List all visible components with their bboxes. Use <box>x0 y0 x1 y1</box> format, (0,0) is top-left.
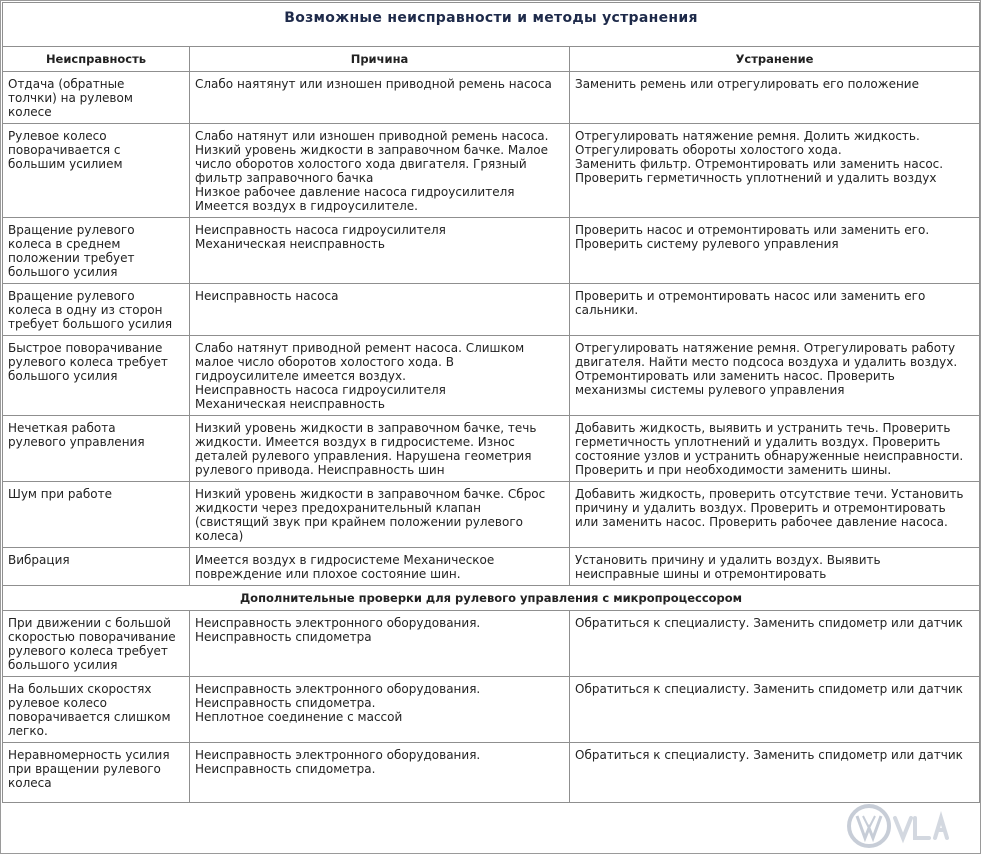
table-row <box>3 72 980 124</box>
fault-cell <box>3 336 190 416</box>
fault-cell-line: большого усилия <box>8 369 118 383</box>
fault-cell-line: скоростью поворачивание <box>8 630 176 644</box>
fault-cell-line: требует большого усилия <box>8 317 173 331</box>
fault-cell-line: Отдача (обратные <box>8 77 125 91</box>
table-row <box>3 548 980 586</box>
title-cell <box>3 3 980 47</box>
fix-cell-line: Отремонтировать или заменить насос. Проверить <box>575 369 895 383</box>
fix-cell-line: Обратиться к специалисту. Заменить спидометр или датчик <box>575 616 963 630</box>
fix-cell-line: Установить причину и удалить воздух. Выявить <box>575 553 881 567</box>
cause-cell-line: Неисправность спидометра. <box>195 762 376 776</box>
cause-cell-line: Неисправность электронного оборудования. <box>195 616 481 630</box>
fix-cell-line: Обратиться к специалисту. Заменить спидометр или датчик <box>575 748 963 762</box>
fault-cell-line: рулевого колеса требует <box>8 355 168 369</box>
fix-cell-line: Проверить и при необходимости заменить шины. <box>575 463 892 477</box>
fault-cell <box>3 284 190 336</box>
fix-cell <box>570 548 980 586</box>
fault-cell-line: При движении с большой <box>8 616 171 630</box>
fix-cell <box>570 743 980 803</box>
fault-cell-line: большого усилия <box>8 658 118 672</box>
header-fault: Неисправность <box>3 47 190 72</box>
cause-cell-line: Неисправность электронного оборудования. <box>195 748 481 762</box>
table-row <box>3 218 980 284</box>
fault-cell-line: колеса в одну из сторон <box>8 303 163 317</box>
fault-cell-line: положении требует <box>8 251 135 265</box>
header-cause: Причина <box>190 47 570 72</box>
cause-cell-line: число оборотов холостого хода двигателя. Грязный <box>195 157 527 171</box>
cause-cell-line: Низкое рабочее давление насоса гидроусилителя <box>195 185 515 199</box>
cause-cell-line: фильтр заправочного бачка <box>195 171 374 185</box>
fault-cell-line: поворачивается слишком <box>8 710 171 724</box>
cause-cell-line: Имеется воздух в гидросистеме Механическое <box>195 553 495 567</box>
cause-cell-line: жидкости через предохранительный клапан <box>195 501 481 515</box>
cause-cell-line: Неисправность спидометра. <box>195 696 376 710</box>
fix-cell <box>570 72 980 124</box>
fix-cell-line: Обратиться к специалисту. Заменить спидометр или датчик <box>575 682 963 696</box>
fix-cell-line: механизмы системы рулевого управления <box>575 383 845 397</box>
table-row <box>3 611 980 677</box>
cause-cell-line: Низкий уровень жидкости в заправочном бачке. Малое <box>195 143 549 157</box>
cause-cell-line: Имеется воздух в гидроусилителе. <box>195 199 418 213</box>
fault-cell <box>3 482 190 548</box>
page-title: Возможные неисправности и методы устранения <box>284 10 698 26</box>
fault-cell-line: Вибрация <box>8 553 70 567</box>
fault-cell-line: рулевого управления <box>8 435 145 449</box>
fault-cell-line: На больших скоростях <box>8 682 152 696</box>
fix-cell-line: Отрегулировать обороты холостого хода. <box>575 143 842 157</box>
fix-cell-line: Отрегулировать натяжение ремня. Отрегулировать работу <box>575 341 956 355</box>
fix-cell-line: сальники. <box>575 303 639 317</box>
fault-cell <box>3 611 190 677</box>
fault-cell-line: легко. <box>8 724 48 738</box>
fault-cell <box>3 548 190 586</box>
cause-cell <box>190 548 570 586</box>
cause-cell-line: малое число оборотов холостого хода. В <box>195 355 454 369</box>
subheader: Дополнительные проверки для рулевого управления с микропроцессором <box>3 586 980 611</box>
cause-cell-line: Слабо натянут или изношен приводной ремень насоса. <box>195 129 549 143</box>
cause-cell-line: Низкий уровень жидкости в заправочном бачке. Сброс <box>195 487 546 501</box>
table-row <box>3 677 980 743</box>
fault-cell-line: толчки) на рулевом <box>8 91 133 105</box>
fault-cell-line: колесе <box>8 105 52 119</box>
cause-cell-line: Неисправность спидометра <box>195 630 372 644</box>
header-fix: Устранение <box>570 47 980 72</box>
cause-cell-line: Низкий уровень жидкости в заправочном бачке, течь <box>195 421 537 435</box>
cause-cell-line: Слабо натянут приводной ремент насоса. Слишком <box>195 341 525 355</box>
fix-cell-line: Добавить жидкость, выявить и устранить течь. Проверить <box>575 421 951 435</box>
table-row <box>3 336 980 416</box>
fix-cell-line: Добавить жидкость, проверить отсутствие течи. Установить <box>575 487 964 501</box>
fix-cell-line: Заменить ремень или отрегулировать его положение <box>575 77 919 91</box>
fault-cell <box>3 218 190 284</box>
fault-cell-line: рулевого колеса требует <box>8 644 168 658</box>
fault-cell <box>3 677 190 743</box>
cause-cell <box>190 72 570 124</box>
cause-cell-line: Механическая неисправность <box>195 237 385 251</box>
fault-cell <box>3 743 190 803</box>
faults-table <box>2 2 980 803</box>
fault-cell <box>3 72 190 124</box>
cause-cell-line: колеса) <box>195 529 244 543</box>
table-row <box>3 482 980 548</box>
fix-cell-line: Проверить систему рулевого управления <box>575 237 839 251</box>
fault-cell-line: Нечеткая работа <box>8 421 116 435</box>
cause-cell-line: Неисправность насоса гидроусилителя <box>195 383 446 397</box>
fault-cell-line: колеса <box>8 776 52 790</box>
fault-cell-line: Рулевое колесо <box>8 129 107 143</box>
cause-cell-line: Неисправность насоса гидроусилителя <box>195 223 446 237</box>
cause-cell <box>190 218 570 284</box>
cause-cell <box>190 124 570 218</box>
table-row <box>3 743 980 803</box>
fix-cell-line: Отрегулировать натяжение ремня. Долить жидкость. <box>575 129 920 143</box>
cause-cell-line: Неисправность насоса <box>195 289 339 303</box>
cause-cell-line: деталей рулевого управления. Нарушена геометрия <box>195 449 532 463</box>
fix-cell <box>570 218 980 284</box>
cause-cell-line: (свистящий звук при крайнем положении рулевого <box>195 515 523 529</box>
cause-cell <box>190 284 570 336</box>
fault-cell-line: Шум при работе <box>8 487 112 501</box>
cause-cell <box>190 336 570 416</box>
cause-cell-line: жидкости. Имеется воздух в гидросистеме. Износ <box>195 435 515 449</box>
subheader-row <box>3 586 980 611</box>
fix-cell-line: Проверить герметичность уплотнений и удалить воздух <box>575 171 937 185</box>
title-row <box>3 3 980 47</box>
fault-cell-line: Быстрое поворачивание <box>8 341 163 355</box>
fault-cell <box>3 124 190 218</box>
fix-cell-line: состояние узлов и устранить обнаруженные неисправности. <box>575 449 964 463</box>
fault-cell-line: колеса в среднем <box>8 237 121 251</box>
cause-cell <box>190 611 570 677</box>
cause-cell-line: повреждение или плохое состояние шин. <box>195 567 461 581</box>
fix-cell <box>570 482 980 548</box>
fault-cell-line: рулевое колесо <box>8 696 107 710</box>
fix-cell-line: неисправные шины и отремонтировать <box>575 567 827 581</box>
cause-cell-line: Механическая неисправность <box>195 397 385 411</box>
fault-cell-line: Вращение рулевого <box>8 223 135 237</box>
cause-cell-line: Слабо наятянут или изношен приводной ремень насоса <box>195 77 552 91</box>
fix-cell-line: двигателя. Найти место подсоса воздуха и удалить воздух. <box>575 355 958 369</box>
cause-cell <box>190 743 570 803</box>
fault-cell-line: поворачивается с <box>8 143 121 157</box>
fix-cell-line: Проверить насос и отремонтировать или заменить его. <box>575 223 930 237</box>
fault-cell-line: при вращении рулевого <box>8 762 161 776</box>
cause-cell-line: Неплотное соединение с массой <box>195 710 403 724</box>
fix-cell <box>570 416 980 482</box>
table-row <box>3 124 980 218</box>
fix-cell-line: Заменить фильтр. Отремонтировать или заменить насос. <box>575 157 944 171</box>
table-row <box>3 284 980 336</box>
fix-cell <box>570 336 980 416</box>
fault-cell-line: большим усилием <box>8 157 123 171</box>
fix-cell-line: герметичность уплотнений и удалить воздух. Проверить <box>575 435 941 449</box>
fix-cell-line: причину и удалить воздух. Проверить и отремонтировать <box>575 501 946 515</box>
cause-cell <box>190 416 570 482</box>
cause-cell <box>190 482 570 548</box>
fault-cell-line: Неравномерность усилия <box>8 748 170 762</box>
fault-cell-line: большого усилия <box>8 265 118 279</box>
table-row <box>3 416 980 482</box>
fault-cell-line: Вращение рулевого <box>8 289 135 303</box>
header-row <box>3 47 980 72</box>
fix-cell <box>570 611 980 677</box>
fix-cell <box>570 284 980 336</box>
cause-cell-line: рулевого привода. Неисправность шин <box>195 463 445 477</box>
fix-cell <box>570 124 980 218</box>
vw-logo-watermark <box>845 798 971 850</box>
cause-cell-line: гидроусилителе имеется воздух. <box>195 369 406 383</box>
cause-cell <box>190 677 570 743</box>
fix-cell <box>570 677 980 743</box>
fault-cell <box>3 416 190 482</box>
fix-cell-line: Проверить и отремонтировать насос или заменить его <box>575 289 926 303</box>
fix-cell-line: или заменить насос. Проверить рабочее давление насоса. <box>575 515 948 529</box>
cause-cell-line: Неисправность электронного оборудования. <box>195 682 481 696</box>
